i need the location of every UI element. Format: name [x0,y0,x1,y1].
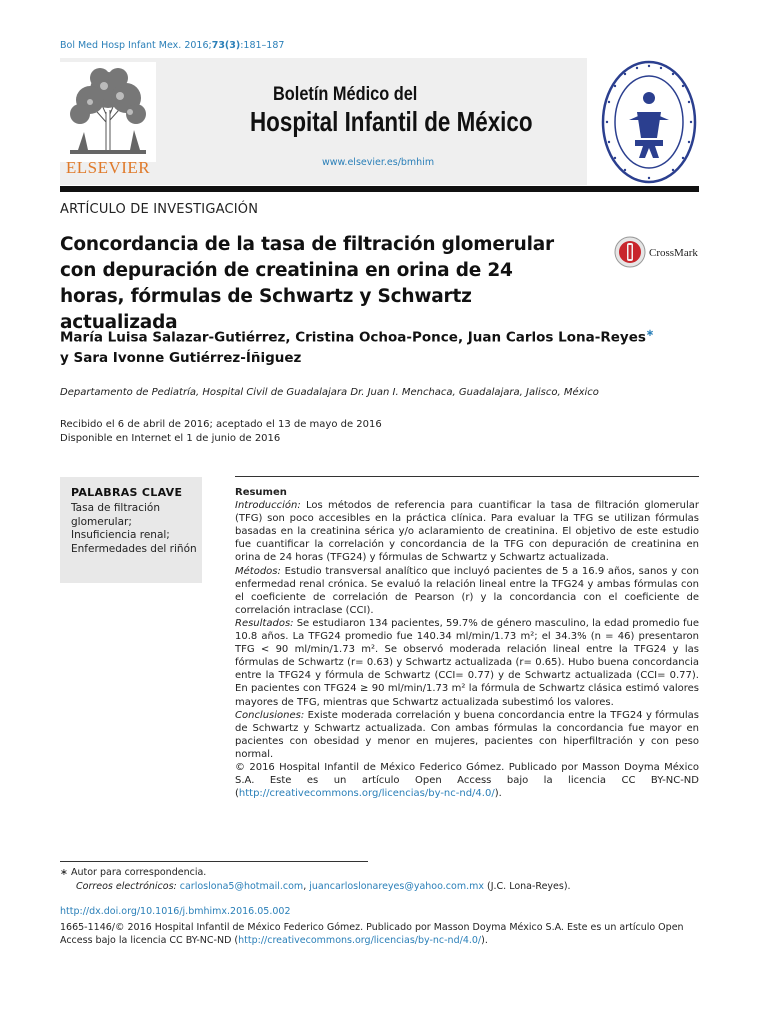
journal-title-line2: Hospital Infantil de México [250,106,533,137]
keyword-item: Enfermedades del riñón [71,542,197,555]
license-footer-link[interactable]: http://creativecommons.org/licencias/by-nc-nd/4.0/ [238,935,482,946]
keyword-item: Tasa de filtración glomerular; [71,502,160,528]
abstract-divider [235,476,699,477]
abstract-heading: Resumen [235,487,287,498]
hospital-seal-logo [599,58,699,186]
online-date: Disponible en Internet el 1 de junio de 2016 [60,433,281,444]
license-link[interactable]: http://creativecommons.org/licencias/by-nc-nd/4.0/ [238,788,495,800]
license-statement: 1665-1146/© 2016 Hospital Infantil de México Federico Gómez. Publicado por Masson Doyma México S.A. Este es un artículo Open Access bajo la licencia CC BY-NC-ND (http://creativecommons.org/licencias/by-nc-nd/4.0/). [60,922,684,946]
abstract-conclusions: Conclusiones: Existe moderada correlación y buena concordancia entre la TFG24 y fórmulas de Schwartz y Schwartz actualizada. Con ambas fórmulas la concordancia fue mayor en pacientes con obesidad y menor en mujeres, pacientes con hiperfiltración y con peso normal. [235,709,699,760]
corresponding-author-marker[interactable]: ∗ [645,328,655,339]
article-dates [60,418,382,446]
elsevier-wordmark: ELSEVIER [65,158,151,177]
abstract-results: Resultados: Se estudiaron 134 pacientes, 59.7% de género masculino, la edad promedio fue 10.8 años. La TFG24 promedio fue 140.34 ml/min/1.73 m²; el 34.3% (n = 46) presentaron TFG < 90 ml/min/1.73 m². Se observó moderada relación lineal entre la TFG24 y las fórmulas de Schwartz (r= 0.63) y Schwartz actualizada (r= 0.65). Hubo buena concordancia entre la TFG24 y fórmula de Schwartz (CCI= 0.77) y de Schwartz actualizada (CCI= 0.77). En pacientes con TFG24 ≥ 90 ml/min/1.73 m² la fórmula de Schwartz clásica estimó valores mayores de TFG, mientras que Schwartz actualizada subestimó los valores. [235,617,699,708]
authors-line2: y Sara Ivonne Gutiérrez-Íñiguez [60,349,302,366]
received-date: Recibido el 6 de abril de 2016; aceptado el 13 de mayo de 2016 [60,419,382,430]
article-title: Concordancia de la tasa de filtración glomerular con depuración de creatinina en orina de 24 horas, fórmulas de Schwartz y Schwartz actualizada [60,234,554,333]
article-type: ARTÍCULO DE INVESTIGACIÓN [60,202,259,217]
crossmark-label: CrossMark [649,247,698,259]
elsevier-tree-logo [60,62,156,162]
abstract-copyright: © 2016 Hospital Infantil de México Federico Gómez. Publicado por Masson Doyma México S.A. Este es un artículo Open Access bajo la licencia CC BY-NC-ND (http://creativecommons.org/licencias/by-nc-nd/4.0/). [235,761,699,800]
footnote-marker: ∗ [60,867,68,878]
header-divider [60,186,699,192]
journal-url-link[interactable]: www.elsevier.es/bmhim [322,157,435,168]
author-list [60,324,680,368]
authors-line1: María Luisa Salazar-Gutiérrez, Cristina Ochoa-Ponce, Juan Carlos Lona-Reyes [60,329,646,346]
keywords-list [71,502,199,556]
abstract [235,486,699,800]
email-link[interactable]: carloslona5@hotmail.com [179,880,304,892]
crossmark-badge[interactable] [614,234,704,270]
email-link[interactable]: juancarloslonareyes@yahoo.com.mx [309,880,484,892]
affiliation: Departamento de Pediatría, Hospital Civil de Guadalajara Dr. Juan I. Menchaca, Guadalajara, Jalisco, México [60,387,599,398]
abstract-methods: Métodos: Estudio transversal analítico que incluyó pacientes de 5 a 16.9 años, sanos y con enfermedad renal crónica. Se evaluó la relación lineal entre la TFG24 y ambas fórmulas con el coeficiente de correlación de Pearson (r) y la concordancia con el coeficiente de correlación intraclase (CCI). [235,565,699,616]
correspondence-footnote: ∗ Autor para correspondencia. Correos electrónicos: carloslona5@hotmail.com, juancarloslonareyes@yahoo.com.mx (J.C. Lona-Reyes). [60,867,571,892]
doi-link[interactable]: http://dx.doi.org/10.1016/j.bmhimx.2016.05.002 [60,906,291,917]
journal-reference: Bol Med Hosp Infant Mex. 2016;73(3):181–187 [60,40,285,51]
abstract-introduction: Introducción: Los métodos de referencia para cuantificar la tasa de filtración glomerular (TFG) son poco accesibles en la práctica clínica. Para evaluar la TFG se utilizan fórmulas basadas en la creatinina sérica y/o aclaramiento de creatinina. El objetivo de este estudio fue cuantificar la correlación y concordancia de la TFG con depuración de creatinina en orina de 24 horas (TFG24) y fórmulas de Schwartz y Schwartz actualizada. [235,500,699,564]
journal-title-line1: Boletín Médico del [273,84,418,105]
keywords-title: PALABRAS CLAVE [71,486,183,499]
footnote-divider [60,861,368,862]
keyword-item: Insuficiencia renal; [71,529,170,541]
